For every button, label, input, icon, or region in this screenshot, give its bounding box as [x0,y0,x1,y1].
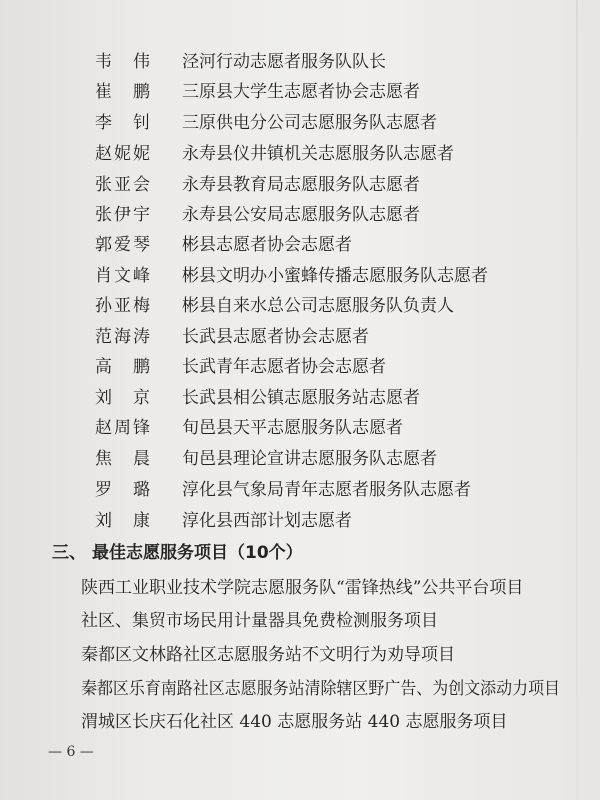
list-item [0,108,600,138]
person-name: 郭爱琴 [95,235,152,255]
person-role: 旬邑县理论宣讲志愿服务队志愿者 [182,449,437,469]
person-role: 长武青年志愿者协会志愿者 [182,357,386,377]
person-role: 长武县志愿者协会志愿者 [182,327,369,347]
project-item: 渭城区长庆石化社区 440 志愿服务站 440 志愿服务项目 [81,712,508,732]
project-item: 秦都区乐育南路社区志愿服务站清除辖区野广告、为创文添动力项目 [81,679,560,699]
person-name: 范海涛 [95,327,152,347]
list-item [0,230,600,260]
person-role: 彬县文明办小蜜蜂传播志愿服务队志愿者 [182,266,488,286]
person-name: 张亚会 [95,175,152,195]
project-item: 陕西工业职业技术学院志愿服务队“雷锋热线”公共平台项目 [81,578,524,598]
list-item [0,291,600,321]
person-role: 永寿县公安局志愿服务队志愿者 [182,205,420,225]
person-name: 赵妮妮 [95,144,152,164]
list-item [0,413,600,443]
person-name: 高 鹏 [95,357,152,377]
person-role: 永寿县教育局志愿服务队志愿者 [182,175,420,195]
person-role: 泾河行动志愿者服务队队长 [182,52,386,72]
person-role: 淳化县西部计划志愿者 [182,511,352,531]
person-name: 崔 鹏 [95,82,152,102]
section-title: 最佳志愿服务项目（10个） [92,543,303,563]
section-heading [52,539,303,567]
person-name: 刘 京 [95,388,152,408]
person-role: 彬县自来水总公司志愿服务队负责人 [182,296,454,316]
person-name: 张伊宇 [95,205,152,225]
project-item: 社区、集贸市场民用计量器具免费检测服务项目 [81,611,438,631]
person-name: 赵周锋 [95,418,152,438]
list-item [0,506,600,536]
section-number: 三、 [52,543,86,563]
list-item [0,475,600,505]
person-name: 肖文峰 [95,266,152,286]
person-name: 罗 璐 [95,480,152,500]
person-name: 焦 晨 [95,449,152,469]
list-item [0,77,600,107]
person-role: 三原县大学生志愿者协会志愿者 [182,82,420,102]
page-number: — 6 — [48,744,94,760]
person-role: 三原供电分公司志愿服务队志愿者 [182,113,437,133]
list-item [0,200,600,230]
person-role: 彬县志愿者协会志愿者 [182,235,352,255]
person-name: 刘 康 [95,511,152,531]
list-item [0,352,600,382]
list-item [0,139,600,169]
list-item [0,444,600,474]
person-name: 韦 伟 [95,52,152,72]
project-item: 秦都区文林路社区志愿服务站不文明行为劝导项目 [81,645,455,665]
list-item [0,261,600,291]
person-role: 永寿县仪井镇机关志愿服务队志愿者 [182,144,454,164]
list-item [0,383,600,413]
person-name: 李 钊 [95,113,152,133]
list-item [0,322,600,352]
person-role: 淳化县气象局青年志愿者服务队志愿者 [182,480,471,500]
person-role: 长武县相公镇志愿服务站志愿者 [182,388,420,408]
person-name: 孙亚梅 [95,296,152,316]
list-item [0,47,600,77]
list-item [0,170,600,200]
person-role: 旬邑县天平志愿服务队志愿者 [182,418,403,438]
